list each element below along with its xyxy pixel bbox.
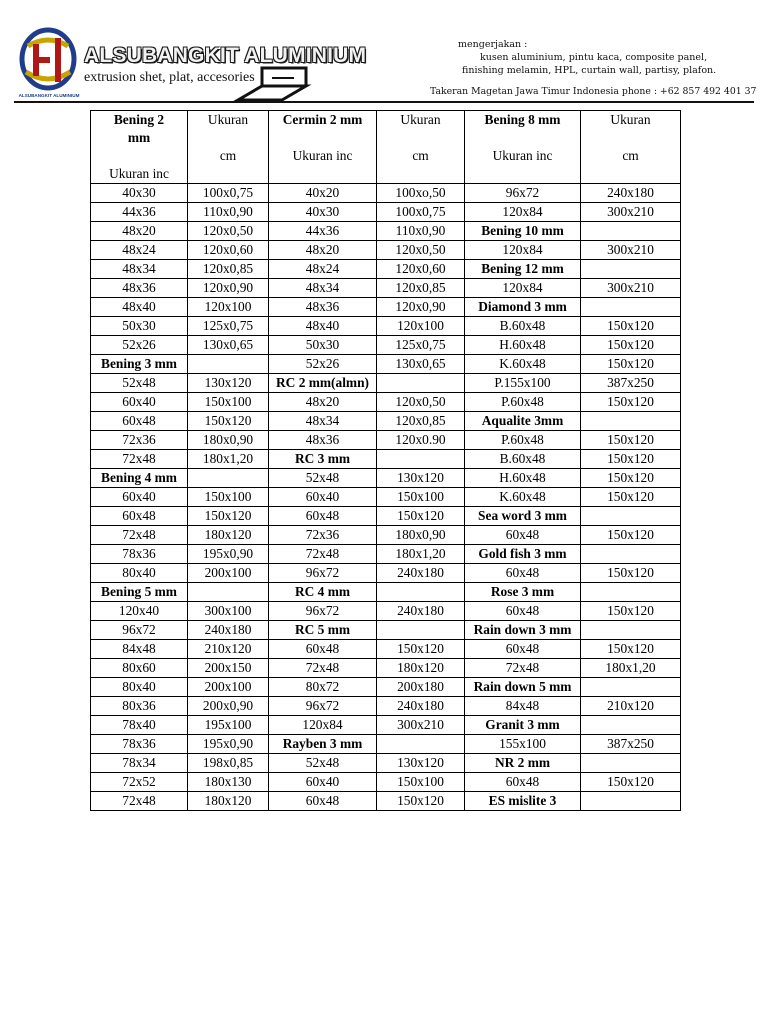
table-row	[91, 393, 681, 412]
table-cell: Bening 3 mm	[91, 355, 188, 374]
table-cell: 78x36	[91, 735, 188, 754]
table-row	[91, 431, 681, 450]
table-cell: 120x84	[465, 203, 581, 222]
table-cell: 96x72	[269, 564, 377, 583]
table-row	[91, 260, 681, 279]
table-cell: Sea word 3 mm	[465, 507, 581, 526]
table-cell: 48x34	[91, 260, 188, 279]
table-cell: 48x34	[269, 279, 377, 298]
brand-name: ALSUBANGKIT ALUMINIUM	[84, 44, 367, 67]
table-row	[91, 640, 681, 659]
table-cell: 48x20	[91, 222, 188, 241]
company-address: Takeran Magetan Jawa Timur Indonesia phone : +62 857 492 401 37	[430, 86, 757, 97]
table-cell: Gold fish 3 mm	[465, 545, 581, 564]
table-cell	[581, 222, 681, 241]
table-cell: 48x36	[91, 279, 188, 298]
table-cell: 150x120	[581, 393, 681, 412]
table-cell: Bening 5 mm	[91, 583, 188, 602]
table-cell: 48x36	[269, 431, 377, 450]
table-row	[91, 621, 681, 640]
table-cell: 72x52	[91, 773, 188, 792]
table-cell: 80x72	[269, 678, 377, 697]
table-cell: RC 3 mm	[269, 450, 377, 469]
table-cell: 40x30	[269, 203, 377, 222]
table-cell: 100xo,50	[377, 184, 465, 203]
table-row	[91, 412, 681, 431]
table-cell: H.60x48	[465, 469, 581, 488]
table-cell: 60x48	[465, 602, 581, 621]
table-cell: 60x48	[465, 564, 581, 583]
table-row	[91, 773, 681, 792]
table-cell: 120x0,90	[377, 298, 465, 317]
table-cell: 48x40	[269, 317, 377, 336]
table-cell: 120x0,50	[188, 222, 269, 241]
table-cell: 210x120	[188, 640, 269, 659]
table-cell: 60x48	[91, 412, 188, 431]
table-cell	[581, 716, 681, 735]
table-cell: K.60x48	[465, 488, 581, 507]
table-cell: 150x100	[188, 393, 269, 412]
header-ukuran-cm-1: Ukuran cm	[188, 111, 269, 184]
price-size-table	[90, 110, 681, 811]
table-row	[91, 184, 681, 203]
header-bening-8mm: Bening 8 mm Ukuran inc	[465, 111, 581, 184]
table-row	[91, 545, 681, 564]
table-cell: 60x40	[269, 773, 377, 792]
table-cell	[581, 754, 681, 773]
table-cell: 198x0,85	[188, 754, 269, 773]
table-cell: 130x120	[377, 469, 465, 488]
table-cell: 150x120	[581, 450, 681, 469]
table-cell: 52x26	[269, 355, 377, 374]
table-cell: 50x30	[269, 336, 377, 355]
services-line-1: kusen aluminium, pintu kaca, composite panel,	[480, 52, 708, 63]
table-row	[91, 222, 681, 241]
table-cell: 60x48	[269, 792, 377, 811]
table-cell: 48x34	[269, 412, 377, 431]
table-cell: 52x48	[269, 754, 377, 773]
table-cell: 180x120	[188, 526, 269, 545]
table-cell: 150x120	[581, 336, 681, 355]
table-cell: 96x72	[269, 602, 377, 621]
table-cell: 60x48	[465, 640, 581, 659]
table-cell: 387x250	[581, 735, 681, 754]
table-cell: 240x180	[188, 621, 269, 640]
table-cell: 300x210	[581, 203, 681, 222]
table-cell: 180x0,90	[377, 526, 465, 545]
table-cell: 48x40	[91, 298, 188, 317]
table-cell: 125x0,75	[377, 336, 465, 355]
table-cell: Rose 3 mm	[465, 583, 581, 602]
table-cell	[377, 735, 465, 754]
table-cell: Aqualite 3mm	[465, 412, 581, 431]
table-row	[91, 716, 681, 735]
table-cell: 72x48	[91, 526, 188, 545]
table-row	[91, 298, 681, 317]
table-cell	[188, 355, 269, 374]
table-cell: 180x130	[188, 773, 269, 792]
table-cell: 130x120	[188, 374, 269, 393]
table-row	[91, 792, 681, 811]
table-row	[91, 564, 681, 583]
table-cell: 240x180	[581, 184, 681, 203]
table-cell: 150x120	[581, 431, 681, 450]
table-cell: 72x48	[91, 792, 188, 811]
table-row	[91, 526, 681, 545]
header-ukuran-cm-3: Ukuran cm	[581, 111, 681, 184]
table-cell: 40x20	[269, 184, 377, 203]
table-row	[91, 754, 681, 773]
table-cell: 48x24	[91, 241, 188, 260]
letterhead	[0, 0, 768, 106]
table-cell: 72x48	[91, 450, 188, 469]
table-cell: 150x120	[581, 469, 681, 488]
table-row	[91, 735, 681, 754]
table-cell: 120x0,50	[377, 393, 465, 412]
table-cell: 120x0,85	[377, 412, 465, 431]
table-row	[91, 317, 681, 336]
table-cell: 180x1,20	[188, 450, 269, 469]
table-cell: 78x40	[91, 716, 188, 735]
table-cell: Diamond 3 mm	[465, 298, 581, 317]
table-cell: 150x120	[581, 564, 681, 583]
table-cell: 110x0,90	[377, 222, 465, 241]
table-cell	[581, 260, 681, 279]
table-cell: 120x0,90	[188, 279, 269, 298]
table-row	[91, 450, 681, 469]
table-cell: 40x30	[91, 184, 188, 203]
table-cell: 200x0,90	[188, 697, 269, 716]
table-cell: 200x150	[188, 659, 269, 678]
table-cell: RC 2 mm(almn)	[269, 374, 377, 393]
table-cell: H.60x48	[465, 336, 581, 355]
table-cell: 96x72	[465, 184, 581, 203]
table-cell: 125x0,75	[188, 317, 269, 336]
table-cell: 120x84	[465, 241, 581, 260]
table-cell: Granit 3 mm	[465, 716, 581, 735]
table-cell: P.60x48	[465, 431, 581, 450]
table-header-row	[91, 111, 681, 184]
table-cell: K.60x48	[465, 355, 581, 374]
table-cell: 60x40	[91, 393, 188, 412]
table-cell: RC 4 mm	[269, 583, 377, 602]
table-body	[91, 111, 681, 811]
table-cell: 44x36	[269, 222, 377, 241]
header-ukuran-cm-2: Ukuran cm	[377, 111, 465, 184]
table-cell: ES mislite 3	[465, 792, 581, 811]
table-cell: 80x40	[91, 678, 188, 697]
table-row	[91, 203, 681, 222]
table-row	[91, 241, 681, 260]
table-cell: 60x48	[465, 526, 581, 545]
header-divider	[14, 101, 754, 103]
table-cell: 180x1,20	[581, 659, 681, 678]
extrusion-frame-graphic	[232, 64, 312, 104]
table-row	[91, 697, 681, 716]
table-cell: 150x120	[188, 507, 269, 526]
table-cell: P.60x48	[465, 393, 581, 412]
table-row	[91, 602, 681, 621]
table-cell: 60x48	[91, 507, 188, 526]
table-cell: B.60x48	[465, 450, 581, 469]
table-cell: 72x36	[269, 526, 377, 545]
table-cell: 84x48	[465, 697, 581, 716]
table-cell: 180x120	[377, 659, 465, 678]
table-cell: 120x0,85	[188, 260, 269, 279]
company-logo	[18, 26, 80, 100]
table-cell	[377, 450, 465, 469]
table-row	[91, 678, 681, 697]
table-cell	[188, 583, 269, 602]
table-cell: B.60x48	[465, 317, 581, 336]
table-cell: 300x210	[581, 241, 681, 260]
table-cell: 150x120	[581, 602, 681, 621]
table-cell	[581, 507, 681, 526]
table-cell	[581, 678, 681, 697]
table-cell	[581, 298, 681, 317]
table-cell: 100x0,75	[188, 184, 269, 203]
table-cell: 120x0.90	[377, 431, 465, 450]
table-cell: 150x120	[377, 640, 465, 659]
table-cell: P.155x100	[465, 374, 581, 393]
table-cell	[581, 792, 681, 811]
table-cell: 240x180	[377, 602, 465, 621]
table-cell: 48x24	[269, 260, 377, 279]
table-cell: Bening 12 mm	[465, 260, 581, 279]
table-cell: 150x120	[581, 317, 681, 336]
table-cell: 150x120	[188, 412, 269, 431]
table-cell: 195x100	[188, 716, 269, 735]
table-cell: 300x210	[581, 279, 681, 298]
table-cell: 80x60	[91, 659, 188, 678]
table-cell: 120x0,50	[377, 241, 465, 260]
table-row	[91, 507, 681, 526]
table-cell: 78x36	[91, 545, 188, 564]
table-row	[91, 659, 681, 678]
table-cell: Bening 4 mm	[91, 469, 188, 488]
table-cell	[581, 412, 681, 431]
services-label: mengerjakan :	[458, 39, 528, 50]
table-cell: 120x0,60	[377, 260, 465, 279]
table-cell: 150x120	[581, 773, 681, 792]
table-cell: 150x100	[377, 773, 465, 792]
logo-caption: ALSUBANGKIT ALUMINIUM	[18, 93, 80, 98]
header-bening-2mm: Bening 2 mm Ukuran inc	[91, 111, 188, 184]
table-cell: 44x36	[91, 203, 188, 222]
table-cell: 155x100	[465, 735, 581, 754]
table-cell: 52x48	[91, 374, 188, 393]
table-cell: 52x26	[91, 336, 188, 355]
table-cell: 60x48	[269, 640, 377, 659]
table-cell	[377, 621, 465, 640]
table-row	[91, 583, 681, 602]
table-cell: 150x100	[377, 488, 465, 507]
table-cell: RC 5 mm	[269, 621, 377, 640]
table-cell: 72x48	[269, 659, 377, 678]
table-cell: 180x120	[188, 792, 269, 811]
table-cell: 120x84	[465, 279, 581, 298]
table-cell: 130x120	[377, 754, 465, 773]
table-cell: 240x180	[377, 697, 465, 716]
table-cell: 120x0,60	[188, 241, 269, 260]
table-cell: 150x120	[581, 526, 681, 545]
table-cell: 72x48	[269, 545, 377, 564]
table-cell: Rayben 3 mm	[269, 735, 377, 754]
table-row	[91, 374, 681, 393]
table-row	[91, 488, 681, 507]
table-cell: 120x100	[188, 298, 269, 317]
table-cell: 72x36	[91, 431, 188, 450]
table-cell: 150x120	[377, 507, 465, 526]
table-cell: 387x250	[581, 374, 681, 393]
table-cell: 150x120	[377, 792, 465, 811]
table-cell	[377, 583, 465, 602]
table-cell: 130x0,65	[377, 355, 465, 374]
table-cell: 110x0,90	[188, 203, 269, 222]
table-cell	[581, 621, 681, 640]
table-cell: NR 2 mm	[465, 754, 581, 773]
table-cell: 78x34	[91, 754, 188, 773]
table-row	[91, 279, 681, 298]
table-cell: 200x180	[377, 678, 465, 697]
company-services	[430, 38, 758, 98]
table-cell: 240x180	[377, 564, 465, 583]
services-line-2: finishing melamin, HPL, curtain wall, partisy, plafon.	[462, 65, 717, 76]
table-cell: 80x36	[91, 697, 188, 716]
table-cell: 84x48	[91, 640, 188, 659]
table-cell: Rain down 5 mm	[465, 678, 581, 697]
table-cell: Bening 10 mm	[465, 222, 581, 241]
table-cell: 120x84	[269, 716, 377, 735]
table-cell: 48x20	[269, 241, 377, 260]
table-cell: 80x40	[91, 564, 188, 583]
table-cell: 96x72	[91, 621, 188, 640]
header-cermin-2mm: Cermin 2 mm Ukuran inc	[269, 111, 377, 184]
table-cell: 120x40	[91, 602, 188, 621]
table-cell: 300x100	[188, 602, 269, 621]
table-cell: 60x40	[91, 488, 188, 507]
table-cell	[581, 583, 681, 602]
table-cell: 200x100	[188, 678, 269, 697]
table-row	[91, 469, 681, 488]
table-cell: 180x1,20	[377, 545, 465, 564]
table-cell	[188, 469, 269, 488]
table-cell: 150x120	[581, 640, 681, 659]
table-cell: 210x120	[581, 697, 681, 716]
table-cell: 150x120	[581, 355, 681, 374]
table-cell: 50x30	[91, 317, 188, 336]
brand-subtitle: extrusion shet, plat, accesories	[84, 70, 255, 85]
table-cell: 96x72	[269, 697, 377, 716]
table-cell: 150x120	[581, 488, 681, 507]
table-cell: 60x40	[269, 488, 377, 507]
table-row	[91, 336, 681, 355]
table-cell: 130x0,65	[188, 336, 269, 355]
table-cell: 150x100	[188, 488, 269, 507]
table-cell: 60x48	[465, 773, 581, 792]
table-cell: 48x20	[269, 393, 377, 412]
table-cell	[581, 545, 681, 564]
table-cell: 72x48	[465, 659, 581, 678]
table-cell	[377, 374, 465, 393]
table-cell: 180x0,90	[188, 431, 269, 450]
table-cell: 48x36	[269, 298, 377, 317]
table-row	[91, 355, 681, 374]
table-cell: 100x0,75	[377, 203, 465, 222]
table-cell: 195x0,90	[188, 545, 269, 564]
table-cell: 120x100	[377, 317, 465, 336]
table-cell: 120x0,85	[377, 279, 465, 298]
table-cell: 195x0,90	[188, 735, 269, 754]
table-cell: Rain down 3 mm	[465, 621, 581, 640]
table-cell: 52x48	[269, 469, 377, 488]
table-cell: 300x210	[377, 716, 465, 735]
table-cell: 60x48	[269, 507, 377, 526]
table-cell: 200x100	[188, 564, 269, 583]
